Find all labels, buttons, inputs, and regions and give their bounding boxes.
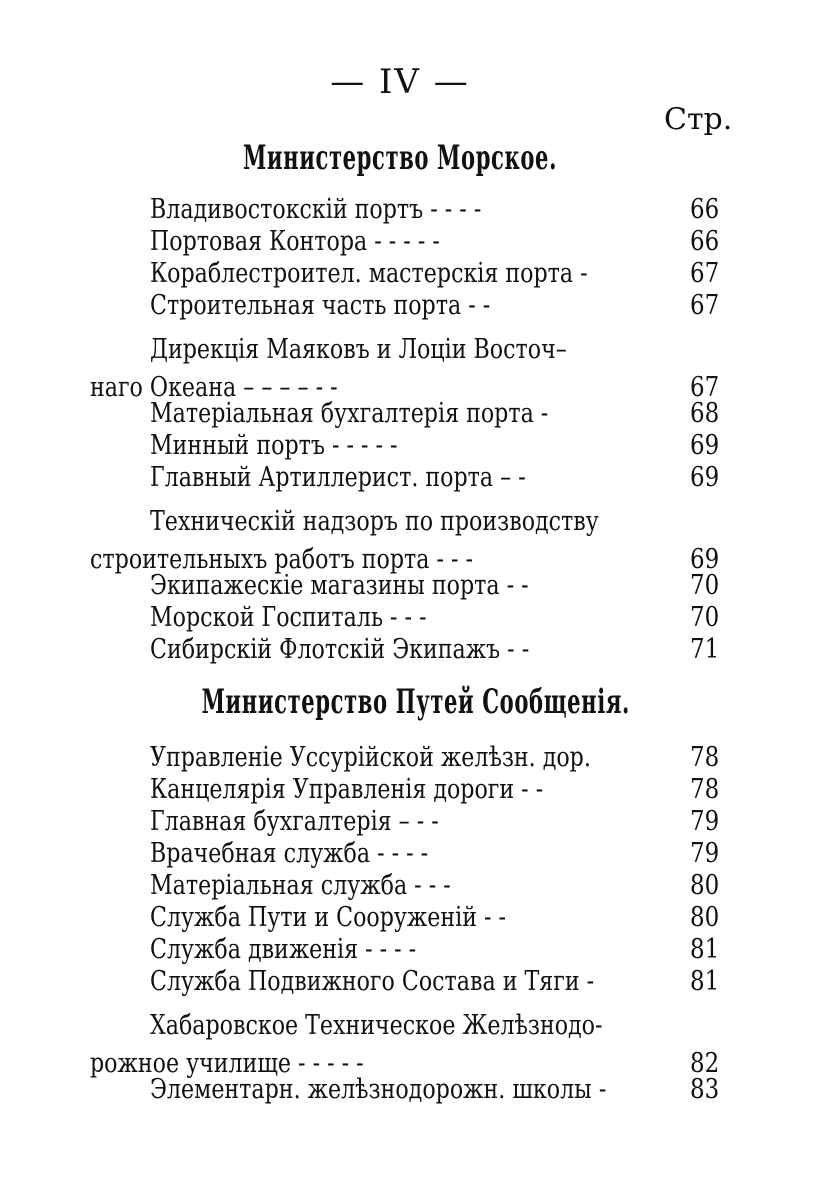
toc-entry-page: 67 (690, 290, 720, 321)
toc-entry-page: 82 (690, 1048, 720, 1079)
toc-entry-page: 69 (690, 544, 720, 575)
section-title-railways: Министерство Путей Сообщенія. (201, 682, 630, 722)
toc-entry-page: 71 (690, 634, 720, 665)
toc-entry-title: Управленіе Уссурійской желѣзн. дор. (150, 742, 591, 773)
toc-entry-title: Канцелярія Управленія дороги - - (150, 774, 544, 805)
toc-entry-title: Служба Пути и Сооруженій - - (150, 902, 507, 933)
page-column-label: Стр. (664, 102, 733, 137)
toc-entry-page: 66 (690, 226, 720, 257)
toc-entry-title: Служба Подвижного Состава и Тяги - (150, 966, 595, 997)
page-number: — IV — (330, 62, 470, 102)
toc-entry-title: Главная бухгалтерія – - - (150, 806, 439, 837)
toc-entry-title: Главный Артиллерист. порта – - (150, 462, 526, 493)
toc-entry-title: Экипажескіе магазины порта - - (150, 570, 529, 601)
toc-entry-page: 66 (690, 194, 720, 225)
toc-entry-page: 78 (690, 774, 720, 805)
toc-entry-title: Дирекція Маяковъ и Лоціи Восточ– (150, 334, 567, 365)
toc-entry-page: 80 (690, 902, 720, 933)
toc-entry-title: Служба движенія - - - - (150, 934, 417, 965)
toc-entry-title: Владивостокскій портъ - - - - (150, 194, 482, 225)
toc-entry-page: 79 (690, 838, 720, 869)
toc-entry-title: Врачебная служба - - - - (150, 838, 429, 869)
toc-entry-title: Матеріальная служба - - - (150, 870, 451, 901)
toc-entry-title: Морской Госпиталь - - - (150, 602, 427, 633)
section-title-navy: Министерство Морское. (242, 138, 558, 178)
toc-entry-title: Сибирскій Флотскій Экипажъ - - (150, 634, 530, 665)
toc-entry-page: 80 (690, 870, 720, 901)
toc-entry-page: 69 (690, 462, 720, 493)
toc-entry-page: 79 (690, 806, 720, 837)
toc-entry-title: Матеріальная бухгалтерія порта - (150, 398, 549, 429)
toc-entry-page: 70 (690, 602, 720, 633)
toc-entry-title-continuation: строительныхъ работъ порта - - - (90, 544, 474, 575)
toc-entry-title: Хабаровское Техническое Желѣзнодо- (150, 1010, 603, 1041)
toc-entry-title: Кораблестроител. мастерскія порта - (150, 258, 588, 289)
toc-entry-page: 69 (690, 430, 720, 461)
toc-entry-page: 78 (690, 742, 720, 773)
toc-entry-title: Элементарн. желѣзнодорожн. школы - (150, 1074, 607, 1105)
toc-entry-title-continuation: рожное училище - - - - - (90, 1048, 364, 1079)
toc-entry-title: Минный портъ - - - - - (150, 430, 398, 461)
toc-entry-page: 81 (690, 934, 720, 965)
toc-entry-title: Строительная часть порта - - (150, 290, 491, 321)
toc-entry-page: 81 (690, 966, 720, 997)
toc-entry-page: 70 (690, 570, 720, 601)
toc-entry-title: Техническій надзоръ по производству (150, 506, 599, 537)
toc-entry-title-continuation: наго Океана – – – – - - (90, 372, 338, 403)
toc-entry-page: 67 (690, 372, 720, 403)
toc-entry-page: 68 (690, 398, 720, 429)
toc-entry-page: 83 (690, 1074, 720, 1105)
toc-entry-title: Портовая Контора - - - - - (150, 226, 440, 257)
toc-entry-page: 67 (690, 258, 720, 289)
